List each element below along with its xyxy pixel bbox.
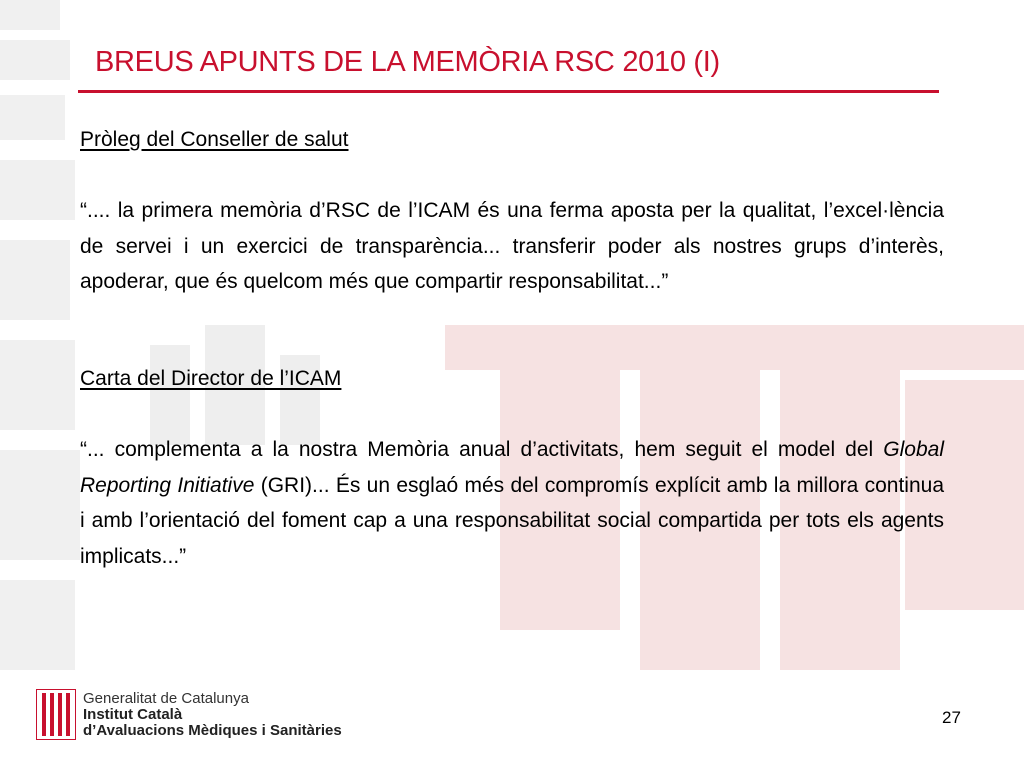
senyera-flag-icon	[36, 689, 76, 740]
page-number: 27	[942, 708, 961, 727]
logo-line-generalitat: Generalitat de Catalunya	[83, 690, 249, 707]
logo-line-institut: Institut Català	[83, 706, 183, 723]
quote-director-gri-italic: Global Reporting Initiative	[80, 438, 944, 497]
title-underline-rule	[78, 90, 939, 93]
footer-logo	[36, 689, 376, 741]
quote-prologue: “.... la primera memòria d’RSC de l’ICAM és una ferma aposta per la qualitat, l’excel·lència de servei i un exercici de transparència... transferir poder als nostres grups d’interès, apoderar, que és quelcom més que compartir responsabilitat...”	[80, 199, 944, 293]
slide-title: BREUS APUNTS DE LA MEMÒRIA RSC 2010 (I)	[95, 46, 720, 78]
section-heading-prologue: Pròleg del Conseller de salut	[80, 128, 349, 151]
quote-director-part2: (GRI)... És un esglaó més del compromís explícit amb la millora continua i amb l’orientació del foment cap a una responsabilitat social compartida per tots els agents implicats...”	[80, 473, 944, 568]
footer-logo-text	[83, 691, 342, 739]
quote-director-letter	[80, 432, 944, 574]
quote-director-part1: “... complementa a la nostra Memòria anual d’activitats, hem seguit el model del	[80, 438, 874, 461]
section-heading-director-letter: Carta del Director de l’ICAM	[80, 367, 342, 390]
logo-line-avaluacions: d’Avaluacions Mèdiques i Sanitàries	[83, 722, 342, 739]
